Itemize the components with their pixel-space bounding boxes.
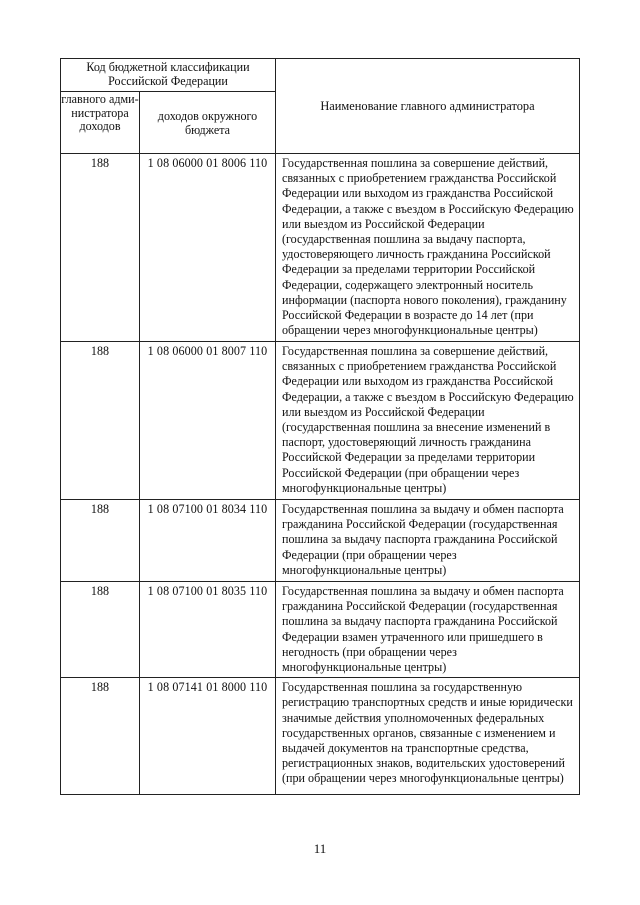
table-row <box>61 582 580 678</box>
admin-name-cell: Государственная пошлина за выдачу и обмен паспорта гражданина Российской Федерации (государственная пошлина за выдачу паспорта гражданина Российской Федерации взамен утраченного или пришедшего в негодность (при обращении через многофункциональные центры) <box>276 582 580 678</box>
table-row <box>61 154 580 342</box>
budget-code-cell: 1 08 06000 01 8006 110 <box>140 154 276 342</box>
admin-name-cell: Государственная пошлина за выдачу и обмен паспорта гражданина Российской Федерации (государственная пошлина за выдачу паспорта гражданина Российской Федерации (при обращении через многофункциональные центры) <box>276 500 580 582</box>
budget-code-cell: 1 08 06000 01 8007 110 <box>140 342 276 500</box>
budget-code-cell: 1 08 07100 01 8034 110 <box>140 500 276 582</box>
header-code-group: Код бюджетной классификации Российской Федерации <box>61 59 276 92</box>
admin-code-cell: 188 <box>61 500 140 582</box>
admin-code-cell: 188 <box>61 342 140 500</box>
header-district-income: доходов окружного бюджета <box>140 92 276 154</box>
admin-code-cell: 188 <box>61 154 140 342</box>
table-row <box>61 342 580 500</box>
budget-classification-table <box>60 58 580 795</box>
admin-name-cell: Государственная пошлина за совершение действий, связанных с приобретением гражданства Российской Федерации или выходом из гражданства Российской Федерации, а также с въездом в Российскую Федерацию или выездом из Российской Федерации (государственная пошлина за выдачу паспорта, удостоверяющего личность гражданина Российской Федерации за пределами территории Российской Федерации, содержащего электронный носитель информации (паспорта нового поколения), гражданину Российской Федерации в возрасте до 14 лет (при обращении через многофункциональные центры) <box>276 154 580 342</box>
admin-name-cell: Государственная пошлина за государственную регистрацию транспортных средств и иные юридически значимые действия уполномоченных федеральных государственных органов, связанные с изменением и выдачей документов на транспортные средства, регистрационных знаков, водительских удостоверений (при обращении через многофункциональные центры) <box>276 678 580 795</box>
admin-name-cell: Государственная пошлина за совершение действий, связанных с приобретением гражданства Российской Федерации или выходом из гражданства Российской Федерации, а также с въездом в Российскую Федерацию или выездом из Российской Федерации (государственная пошлина за внесение изменений в паспорт, удостоверяющий личность гражданина Российской Федерации за пределами территории Российской Федерации (при обращении через многофункциональные центры) <box>276 342 580 500</box>
table-row <box>61 500 580 582</box>
budget-code-cell: 1 08 07100 01 8035 110 <box>140 582 276 678</box>
header-admin-name: Наименование главного администратора <box>276 59 580 154</box>
table-header-row <box>61 59 580 92</box>
admin-code-cell: 188 <box>61 678 140 795</box>
admin-code-cell: 188 <box>61 582 140 678</box>
budget-code-cell: 1 08 07141 01 8000 110 <box>140 678 276 795</box>
header-main-admin: главного адми-нистратора доходов <box>61 92 140 154</box>
page-number: 11 <box>313 841 327 856</box>
table-row <box>61 678 580 795</box>
